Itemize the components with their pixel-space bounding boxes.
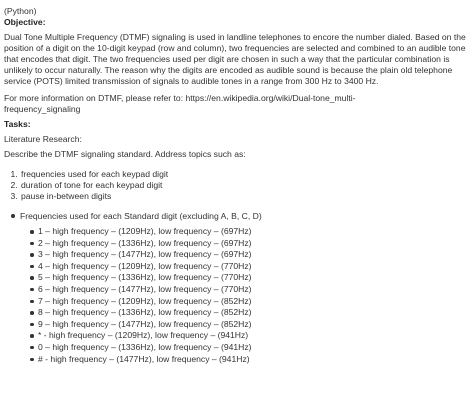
literature-research-label: Literature Research: <box>4 134 82 144</box>
language-note: (Python) <box>4 6 37 16</box>
bullet-icon <box>30 230 34 234</box>
digit-frequency-item: 6 – high frequency – (1477Hz), low frequency – (770Hz) <box>38 284 474 296</box>
objective-paragraph: Dual Tone Multiple Frequency (DTMF) signaling is used in landline telephones to encore the number dialed. Based on the position of a digit on the 10-digit keypad (row and column), two frequencies are selected and combined to an audible tone that encodes that digit. The two frequencies used per digit are chosen in such a way that the particular combination is unlikely to occur naturally. The reason why the digits are encoded as audible sound is because the plain old telephone service (POTS) limited transmission of signals to audible tones in a range from 300 Hz to 3400 Hz. <box>4 32 466 86</box>
digit-frequency-item: 2 – high frequency – (1336Hz), low frequency – (697Hz) <box>38 238 474 250</box>
more-info-line-1: For more information on DTMF, please refer to: https://en.wikipedia.org/wiki/Dual-tone_multi- <box>4 93 356 103</box>
bullet-icon <box>30 242 34 246</box>
digit-frequency-item: # - high frequency – (1477Hz), low frequency – (941Hz) <box>38 354 474 366</box>
bullet-icon <box>11 214 15 218</box>
more-info-line-2: frequency_signaling <box>4 104 81 114</box>
task-item: 3. pause in-between digits <box>20 191 474 202</box>
frequency-section <box>4 211 474 365</box>
digit-frequency-item: 3 – high frequency – (1477Hz), low frequency – (697Hz) <box>38 249 474 261</box>
digit-frequency-item: 0 – high frequency – (1336Hz), low frequency – (941Hz) <box>38 342 474 354</box>
digit-frequency-list <box>20 226 474 365</box>
digit-frequency-item: 9 – high frequency – (1477Hz), low frequency – (852Hz) <box>38 319 474 331</box>
task-list <box>4 169 474 202</box>
digit-frequency-item: 1 – high frequency – (1209Hz), low frequency – (697Hz) <box>38 226 474 238</box>
digit-frequency-item: 4 – high frequency – (1209Hz), low frequency – (770Hz) <box>38 261 474 273</box>
tasks-heading: Tasks: <box>4 119 31 129</box>
objective-heading: Objective: <box>4 17 46 27</box>
describe-instruction: Describe the DTMF signaling standard. Address topics such as: <box>4 149 246 159</box>
bullet-icon <box>30 358 34 362</box>
bullet-icon <box>30 276 34 280</box>
digit-frequency-item: 8 – high frequency – (1336Hz), low frequency – (852Hz) <box>38 307 474 319</box>
frequency-intro: Frequencies used for each Standard digit (excluding A, B, C, D) <box>20 211 262 221</box>
task-item: 1. frequencies used for each keypad digit <box>20 169 474 180</box>
bullet-icon <box>30 334 34 338</box>
bullet-icon <box>30 311 34 315</box>
digit-frequency-item: 5 – high frequency – (1336Hz), low frequency – (770Hz) <box>38 272 474 284</box>
digit-frequency-item: 7 – high frequency – (1209Hz), low frequency – (852Hz) <box>38 296 474 308</box>
bullet-icon <box>30 323 34 327</box>
frequency-intro-item <box>20 211 474 365</box>
bullet-icon <box>30 253 34 257</box>
bullet-icon <box>30 265 34 269</box>
bullet-icon <box>30 346 34 350</box>
task-item: 2. duration of tone for each keypad digit <box>20 180 474 191</box>
bullet-icon <box>30 300 34 304</box>
digit-frequency-item: * - high frequency – (1209Hz), low frequency – (941Hz) <box>38 330 474 342</box>
bullet-icon <box>30 288 34 292</box>
